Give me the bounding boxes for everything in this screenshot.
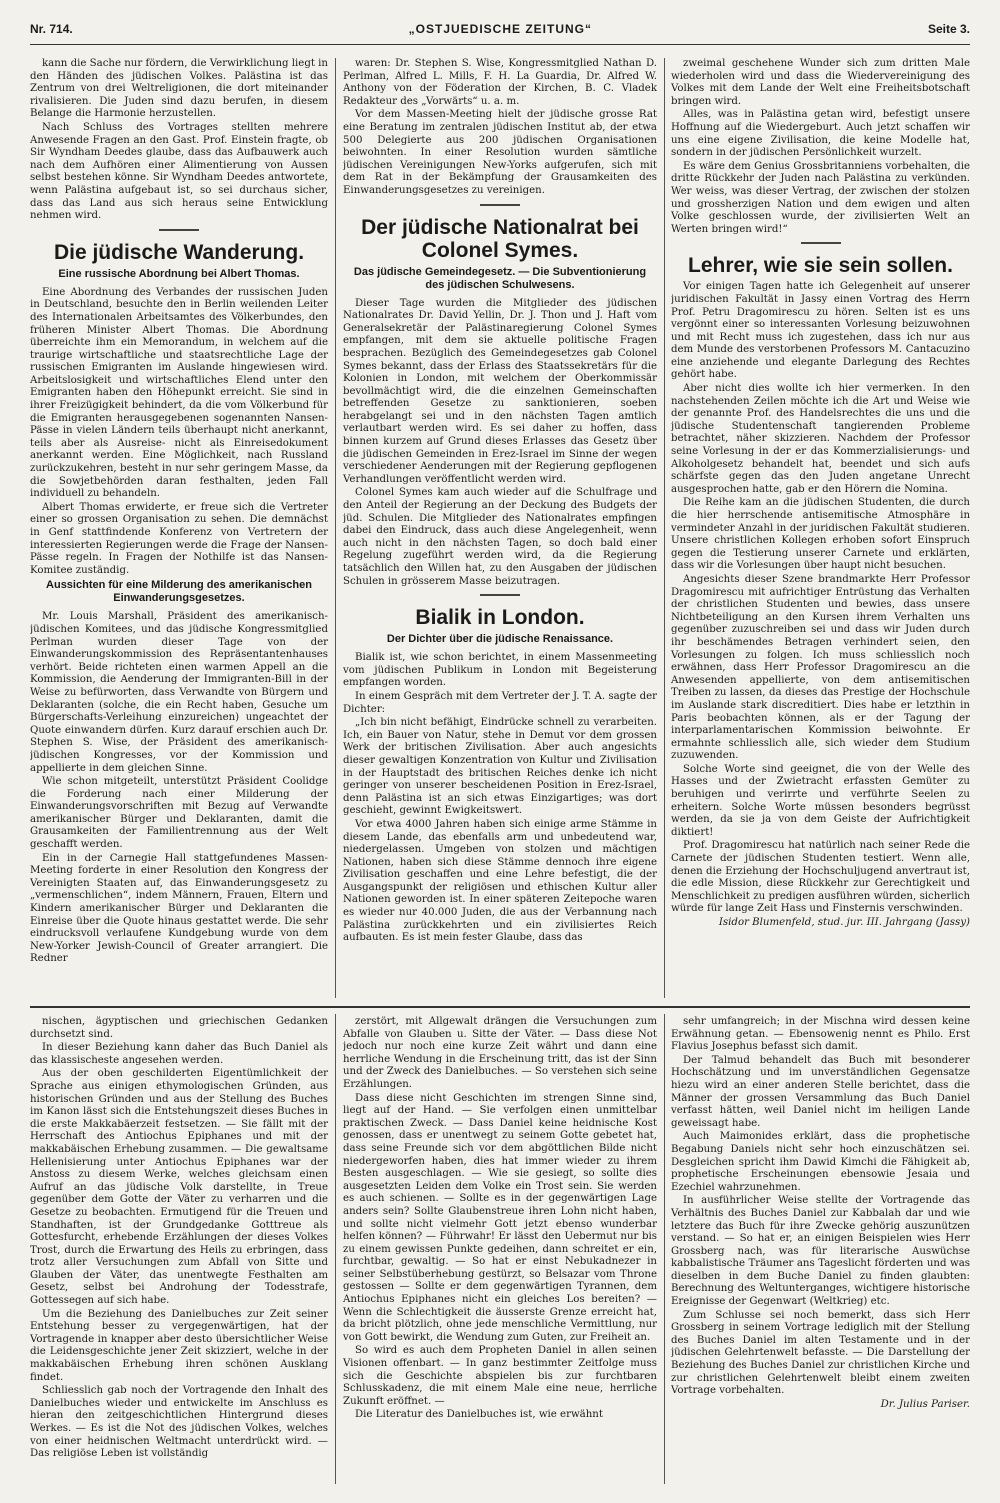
article-paragraph: Angesichts dieser Szene brandmarkte Herr Professor Dragomirescu mit aufrichtiger Entrüstung das Verhalten der christlichen Studenten und bewies, dass unsere Nichtbeteiligung an den Kursen ihrem Verhalten uns gegenüber zuzuschreiben sei und dass wir Juden durch ihr beschämendes Betragen verhindert seien, den Vorlesungen zu folgen. Ich muss schliesslich noch erwähnen, dass Herr Professor Dragomirescu an die Anwesenden appellierte, von dem antisemitischen Treiben zu lassen, da dieses das Prestige der Hochschule im Auslande stark discreditiert. Dies habe er letzthin in Paris beobachten können, als er der Tagung der interparlamentarischen Kommission beiwohnte. Er ermahnte schliesslich alle, sich wieder dem Studium zuzuwenden.	[671, 573, 970, 762]
page-number: Seite 3.	[927, 22, 970, 36]
header-rule	[30, 44, 970, 45]
article-paragraph: nischen, ägyptischen und griechischen Gedanken durchsetzt sind.	[30, 1016, 328, 1040]
article-paragraph: Alles, was in Palästina getan wird, befestigt unsere Hoffnung auf die Wiedergeburt. Auch jetzt schaffen wir uns eine eigene Zivilisation, die keine Modelle hat, sondern in der jüdischen Persönlichkeit wurzelt.	[671, 109, 970, 159]
column-1	[30, 58, 328, 998]
separator	[480, 204, 520, 206]
column-2	[343, 58, 657, 998]
article-paragraph: „Ich bin nicht befähigt, Eindrücke schnell zu verarbeiten. Ich, ein Bauer von Natur, stehe in Demut vor dem grossen Werk der britischen Zivilisation. Aber auch angesichts dieser gewaltigen Konzentration von Kultur und Zivilisation in der Hauptstadt des britischen Reiches denke ich nicht geringer von unserer bescheidenen Position in Erez-Israel, denn Palästina ist an sich etwas Einzigartiges; was dort geschieht, gewinnt Ewigkeitswert.	[343, 717, 657, 817]
author-signature: Dr. Julius Pariser.	[880, 1398, 970, 1410]
section-divider	[30, 1006, 970, 1008]
bottom-column-3	[671, 1016, 970, 1486]
article-paragraph: Auch Maimonides erklärt, dass die prophetische Begabung Daniels nicht sehr hoch einzuschätzen sei. Desgleichen spricht ihm Dawid Kimchi die Fähigkeit ab, prophetische Erscheinungen ebensowie Jesaia und Ezechiel wahrzunehmen.	[671, 1131, 970, 1193]
column-divider	[335, 1014, 336, 1484]
article-paragraph: Vor einigen Tagen hatte ich Gelegenheit auf unserer juridischen Fakultät in Jassy einen Vortrag des Herrn Prof. Petru Dragomirescu zu hören. Selten ist es uns vergönnt einer so interessanten Vorlesung beizuwohnen und mit Recht muss ich zugestehen, dass ich nur aus dem Munde des verstorbenen Professors M. Cantacuzino eine anziehende und elegante Darlegung des Rechtes gehört habe.	[671, 281, 970, 381]
article-paragraph: Prof. Dragomirescu hat natürlich nach seiner Rede die Carnete der jüdischen Studenten testiert. Wenn alle, denen die Erziehung der Hochschuljugend anvertraut ist, die edle Mission, diese Rückkehr zur Gerechtigkeit und Menschlichkeit zu predigen ausführen würden, sicherlich würde für lange Zeit Hass und Finsternis verschwinden.	[671, 840, 970, 915]
article-paragraph: zweimal geschehene Wunder sich zum dritten Male wiederholen wird und dass die Wiedervereinigung des Volkes mit dem Lande der Welt eine Freiheitsbotschaft bringen wird.	[671, 58, 970, 107]
article-paragraph: In einem Gespräch mit dem Vertreter der J. T. A. sagte der Dichter:	[343, 690, 657, 715]
column-divider	[664, 1014, 665, 1484]
article-paragraph: Vor dem Massen-Meeting hielt der jüdische grosse Rat eine Beratung im zentralen jüdischen Institut ab, der etwa 500 Delegierte aus 200 jüdischen Organisationen beiwohnten. In einer Resolution wurden sämtliche jüdischen Vereinigungen New-Yorks aufgerufen, sich mit dem Rat in der Bekämpfung der Grausamkeiten des Einwanderungsgesetzes zu vereinigen.	[343, 109, 657, 196]
article-paragraph: Colonel Symes kam auch wieder auf die Schulfrage und den Anteil der Regierung an der Deckung des Budgets der jüd. Schulen. Die Mitglieder des Nationalrates empfingen dabei den Eindruck, dass auch diese Angelegenheit, wenn auch nicht in den nächsten Tagen, so doch bald einer Regelung zugeführt werden wird, da die Regierung tatsächlich den Willen hat, zu den Ausgaben der jüdischen Schulen in grösserem Masse beizutragen.	[343, 487, 657, 587]
subheadline: Der Dichter über die jüdische Renaissance.	[386, 633, 614, 646]
article-paragraph: Es wäre dem Genius Grossbritanniens vorbehalten, die dritte Rückkehr der Juden nach Palästina zu verkünden. Wer weiss, was dieser Vertrag, der zwischen der stolzen und grossherzigen Nation und dem ewigen und alten Volke geschlossen wurde, der zivilisierten Welt an Werten bringen wird!“	[671, 160, 970, 235]
article-paragraph: Die Reihe kam an die jüdischen Studenten, die durch die hier herrschende antisemitische Atmosphäre in vermindeter Anzahl in der juridischen Fakultät studieren. Unsere christlichen Kollegen erhoben sofort Einspruch gegen die Testierung unserer Carnete und erklärten, dass wir die Vorlesungen über haupt nicht besuchen.	[671, 497, 970, 572]
article-paragraph: Nach Schluss des Vortrages stellten mehrere Anwesende Fragen an den Gast. Prof. Einstein fragte, ob Sir Wyndham Deedes glaube, dass das Aufbauwerk auch nach dem Aufhören einer Alimentierung von Aussen selbst bestehen könne. Sir Wyndham Deedes antwortete, wenn Palästina aufgebaut ist, so sei durchaus sicher, dass das Land aus sich heraus seine Entwicklung nehmen wird.	[30, 121, 328, 222]
column-divider	[664, 58, 665, 998]
article-paragraph: In dieser Beziehung kann daher das Buch Daniel als das klassischeste angesehen werden.	[30, 1042, 328, 1066]
article-paragraph: Dass diese nicht Geschichten im strengen Sinne sind, liegt auf der Hand. — Sie verfolgen einen unmittelbar praktischen Zweck. — Dass Daniel keine heidnische Kost genossen, dass er unentwegt zu seinem Gotte gebetet hat, dass seine Freunde sich vor dem abgöttlichen Bilde nicht niedergeworfen haben, dies hat immer wieder zu ihrem Besten ausgeschlagen. — Wie sie gesiegt, so sollte dies ausgesetzten Leiden dem Volke ein Trost sein. Sie werden es auch schienen. — Sollte es in der gegenwärtigen Lage anders sein? Sollte Glaubenstreue ihren Lohn nicht haben, und sollte nicht vielmehr Gott jetzt ebenso wunderbar helfen können? — Führwahr! Er lässt den Uebermut nur bis zu einem gewissen Punkte gedeihen, dann schreitet er ein, furchtbar, gewaltig. — So hat er einst Nebukadnezer in seiner Selbstüberhebung gestürzt, so Belsazar vom Throne gestossen — Sollte er dem gegenwärtigen Tyrannen, dem Antiochus Epiphanes nicht ein gleiches Los bereiten? — Wenn die Schlechtigkeit die äusserste Grenze erreicht hat, da bricht plötzlich, ohne jede menschliche Vermittlung, nur von Gott bewirkt, die Wendung zum Guten, zur Freiheit an.	[343, 1092, 657, 1343]
article-paragraph: zerstört, mit Allgewalt drängen die Versuchungen zum Abfalle von Glauben u. Sitte der Väter. — Dass diese Not jedoch nur noch eine kurze Zeit währt und dann eine herrliche Wendung in die Erscheinung tritt, das ist der Sinn und der Zweck des Danielbuches. — So verstehen sich seine Erzählungen.	[343, 1016, 657, 1090]
article-paragraph: Um die Beziehung des Danielbuches zur Zeit seiner Entstehung besser zu vergegenwärtigen, hat der Vortragende in knapper aber desto übersichtlicher Weise die Leidensgeschichte jener Zeit skizziert, welche in der makkabäischen Erhebung ihren schönen Ausklang findet.	[30, 1308, 328, 1383]
headline-lehrer: Lehrer, wie sie sein sollen.	[688, 254, 953, 278]
masthead	[30, 18, 970, 40]
headline-bialik: Bialik in London.	[415, 606, 585, 630]
article-paragraph: Ein in der Carnegie Hall stattgefundenes Massen-Meeting forderte in einer Resolution den Kongress der Vereinigten Staaten auf, das Einwanderungsgesetz zu „vermenschlichen“, indem Männern, Frauen, Eltern und Kindern amerikanischer Bürger und Deklaranten die Einreise über die Quote hinaus gestattet werde. Die sehr eindrucksvoll verlaufene Kundgebung wurde von dem New-Yorker Jewish-Council of Greater arrangiert. Die Redner	[30, 852, 328, 965]
article-paragraph: Aus der oben geschilderten Eigentümlichkeit der Sprache aus einigen ethymologischen Gründen, aus historischen Gründen und aus der Stellung des Buches im Kanon lässt sich die Entstehungszeit dieses Buches in die erste Makkabäerzeit festsetzen. — Sie fällt mit der Herrschaft des Antiochus Epiphanes und mit der makkabäischen Erhebung zusammen. — Die gewaltsame Hellenisierung unter Antiochus Epiphanes war der Anstoss zu diesem Werke, welches gleichsam einen Aufruf an das jüdische Volk darstellte, in Treue gegenüber dem Gotte der Väter zu verharren und die Gesetze zu beobachten. Ermutigend für die Treuen und Standhaften, ist der Grundgedanke Gotttreue als Gottesfurcht, erhebende Erzählungen der dieses Volkes Trost, durch die Erwartung des Heils zu erbringen, dass trotz aller Versuchungen zum Abfall von Sitte und Glauben der Väter, das unentwegte Festhalten am Gesetz, selbst bei Androhung der Todesstrafe, Gottessegen auf sich habe.	[30, 1068, 328, 1307]
article-paragraph: Die Literatur des Danielbuches ist, wie erwähnt	[355, 1409, 603, 1421]
subheadline: Aussichten für eine Milderung des amerikanischen Einwanderungsgesetzes.	[46, 579, 312, 605]
article-paragraph: In ausführlicher Weise stellte der Vortragende das Verhältnis des Buches Daniel zur Kabbalah dar und wie letztere das Buch für ihre Zwecke gehörig auszunützen verstand. — So hat er, an einigen Beispielen wies Herr Grossberg nach, was für literarische Auswüchse kabbalistische Träumer ans Tageslicht förderten und was dieselben in dem Buche Daniel zu finden glaubten: Berechnung des Weltunterganges, wichtigere historische Ereignisse der Gegenwart (Weltkrieg) etc.	[671, 1195, 970, 1308]
article-paragraph: Aber nicht dies wollte ich hier vermerken. In den nachstehenden Zeilen möchte ich die Art und Weise wie der genannte Prof. des Handelsrechtes die uns und die jüdische Studentenschaft tangierenden Probleme betrachtet, näher skizzieren. Nachdem der Professor seine Vorlesung in der er das Kommerzialisierungs- und Alkoholgesetz behandelt hat, beendet und sich aufs schärfste gegen das den Juden angetane Unrecht ausgesprochen hatte, gab er den Hörern die Nomina.	[671, 383, 970, 495]
subheadline: Eine russische Abordnung bei Albert Thomas.	[58, 267, 300, 280]
article-paragraph: Mr. Louis Marshall, Präsident des amerikanisch-jüdischen Komitees, und das jüdische Kongressmitglied Perlman wurden dieser Tage von der Einwanderungskommission des Repräsentantenhauses verhört. Beide richteten einen warmen Appell an die Kommission, die Aenderung der Immigranten-Bill in der Weise zu befürworten, dass Verwandte von Bürgern und Deklaranten (solche, die ein Recht haben, Gesuche um Bürgerschafts-Verleihung einzureichen) ungeachtet der Quote einwandern dürfen. Kurz darauf erschien auch Dr. Stephen S. Wise, der Präsident des amerikanisch-jüdischen Kongresses, vor der Kommission und appellierte in dem gleichen Sinne.	[30, 611, 328, 774]
article-paragraph: waren: Dr. Stephen S. Wise, Kongressmitglied Nathan D. Perlman, Alfred L. Mills, F. H. La Guardia, Dr. Alfred W. Anthony von der Föderation der Kirchen, B. C. Vladek Redakteur des „Vorwärts“ u. a. m.	[343, 58, 657, 107]
article-paragraph: Albert Thomas erwiderte, er freue sich die Vertreter einer so grossen Organisation zu sehen. Die demnächst in Genf stattfindende Konferenz von Vertretern der interessierten Regierungen werde die Frage der Nansen-Pässe regeln. In Fragen der Nothilfe ist das Nansen-Komitee zuständig.	[30, 501, 328, 576]
article-paragraph: So wird es auch dem Propheten Daniel in allen seinen Visionen offenbart. — In ganz bestimmter Zeitfolge muss sich die Geschichte abspielen bis zur furchtbaren Schlusskadenz, die mit einem Male eine neue, herrliche Zukunft eröffnet. —	[343, 1345, 657, 1407]
article-paragraph: Eine Abordnung des Verbandes der russischen Juden in Deutschland, besuchte den in Berlin weilenden Leiter des Internationalen Arbeitsamtes des Völkerbundes, den früheren Minister Albert Thomas. Die Abordnung überreichte ihm ein Memorandum, in welchem auf die traurige wirtschaftliche und staatsrechtliche Lage der russischen Emigranten im Auslande hingewiesen wird. Arbeitslosigkeit und wirtschaftliches Elend unter den Emigranten haben den Höhepunkt erreicht. Sie sind in ihrer Freizügigkeit behindert, da die vom Völkerbund für die Emigranten herausgegebenen sogenannten Nansen-Pässe in vielen Ländern teils überhaupt nicht anerkannt, teils aber als Ausreise- nicht als Einreisedokument anerkannt werden. Eine Möglichkeit, nach Russland zurückzukehren, besteht in nur sehr geringem Masse, da die Sowjetbehörden daran festhalten, jeden Fall individuell zu behandeln.	[30, 286, 328, 500]
article-paragraph: kann die Sache nur fördern, die Verwirklichung liegt in den Händen des jüdischen Volkes. Palästina ist das Zentrum von drei Weltreligionen, die dort miteinander rivalisieren. Die Juden sind dazu berufen, in diesem Belange die Harmonie herzustellen.	[30, 58, 328, 120]
column-divider	[335, 58, 336, 998]
bottom-column-2	[343, 1016, 657, 1486]
headline-wanderung: Die jüdische Wanderung.	[53, 240, 305, 264]
issue-number: Nr. 714.	[30, 22, 73, 36]
article-paragraph: Vor etwa 4000 Jahren haben sich einige arme Stämme in diesem Lande, das ebenfalls arm und unbedeutend war, niedergelassen. Umgeben von stolzen und mächtigen Nationen, haben sich diese Stämme dennoch ihre eigene Zivilisation geschaffen und eine Lehre befestigt, die der Ausgangspunkt der religiösen und ethischen Kultur aller Nationen geworden ist. In einer späteren Zeitepoche waren es wieder nur 40.000 Juden, die aus der Verbannung nach Palästina zurückkehrten und ein zivilisiertes Reich aufbauten. Es ist mein fester Glaube, dass das	[343, 818, 657, 944]
article-paragraph: Zum Schlusse sei noch bemerkt, dass sich Herr Grossberg in seinem Vortrage lediglich mit der Stellung des Buches Daniel im alten Testamente und in der jüdischen Gelehrtenwelt befasste. — Die Darstellung der Beziehung des Buches Daniel zur christlichen Kirche und zur christlichen Gelehrtenwelt bleibt einem zweiten Vortrage vorbehalten.	[671, 1309, 970, 1397]
separator	[480, 594, 520, 596]
article-paragraph: Solche Worte sind geeignet, die von der Welle des Hasses und der Zwietracht erfassten Gemüter zu beruhigen und verirrte und verführte Seelen zu erheitern. Solche Worte müssen besonders begrüsst werden, da sie ja von dem Geiste der Aufrichtigkeit diktiert!	[671, 763, 970, 838]
article-paragraph: sehr umfangreich; in der Mischna wird dessen keine Erwähnung getan. — Ebensowenig nennt es Philo. Erst Flavius Josephus befasst sich damit.	[671, 1016, 970, 1053]
article-paragraph: Bialik ist, wie schon berichtet, in einem Massenmeeting vom jüdischen Publikum in London mit Begeisterung empfangen worden.	[343, 652, 657, 689]
headline-nationalrat: Der jüdische Nationalrat bei Colonel Symes.	[361, 215, 639, 262]
article-paragraph: Schliesslich gab noch der Vortragende den Inhalt des Danielbuches wieder und entwickelte im Anschluss es hieran den zeitgeschichtlichen Hintergrund dieses Werkes. — Es ist die Not des jüdischen Volkes, welches von einer heidnischen Weltmacht unterdrückt wird. — Das religiöse Leben ist vollständig	[30, 1385, 328, 1460]
bottom-column-1	[30, 1016, 328, 1486]
paper-name: „OSTJUEDISCHE ZEITUNG“	[408, 22, 593, 36]
article-paragraph: Wie schon mitgeteilt, unterstützt Präsident Coolidge die Forderung nach einer Milderung der Einwanderungsvorschriften mit Bezug auf Verwandte amerikanischer Bürger und Deklaranten, damit die Grausamkeiten der Familientrennung aus der Welt geschafft werden.	[30, 776, 328, 851]
separator	[159, 229, 199, 231]
subheadline: Das jüdische Gemeindegesetz. — Die Subventionierung des jüdischen Schulwesens.	[353, 265, 647, 291]
author-signature: Isidor Blumenfeld, stud. jur. III. Jahrgang (Jassy)	[718, 917, 970, 928]
separator	[801, 242, 841, 244]
column-3	[671, 58, 970, 998]
article-paragraph: Der Talmud behandelt das Buch mit besonderer Hochschätzung und im unverständlichen Gegensatze hiezu wird an einer anderen Stelle berichtet, dass die Männer der grossen Versammlung das Buch Daniel verfasst hätten, weil Daniel nicht im heiligen Lande geweissagt habe.	[671, 1054, 970, 1129]
article-paragraph: Dieser Tage wurden die Mitglieder des jüdischen Nationalrates Dr. David Yellin, Dr. J. Thon und J. Haft vom Generalsekretär der Palästinaregierung Colonel Symes empfangen, mit dem sie aktuelle politische Fragen besprachen. Bezüglich des Gemeindegesetzes gab Colonel Symes bekannt, dass der Erlass des Staatssekretärs für die Kolonien in London, mit welchem der Oberkommissär bevollmächtigt wird, die die einzelnen Gemeinschaften betreffenden Gesetze zu sanktionieren, soeben herabgelangt sei und in den nächsten Tagen amtlich verlautbart werden wird. Es sei daher zu hoffen, dass binnen kurzem auf Grund dieses Erlasses das Gesetz über die jüdischen Gemeinden in Erez-Israel im Sinne der wegen verschiedener Aenderungen mit der Regierung gepflogenen Verhandlungen veröffentlicht werden wird.	[343, 297, 657, 485]
